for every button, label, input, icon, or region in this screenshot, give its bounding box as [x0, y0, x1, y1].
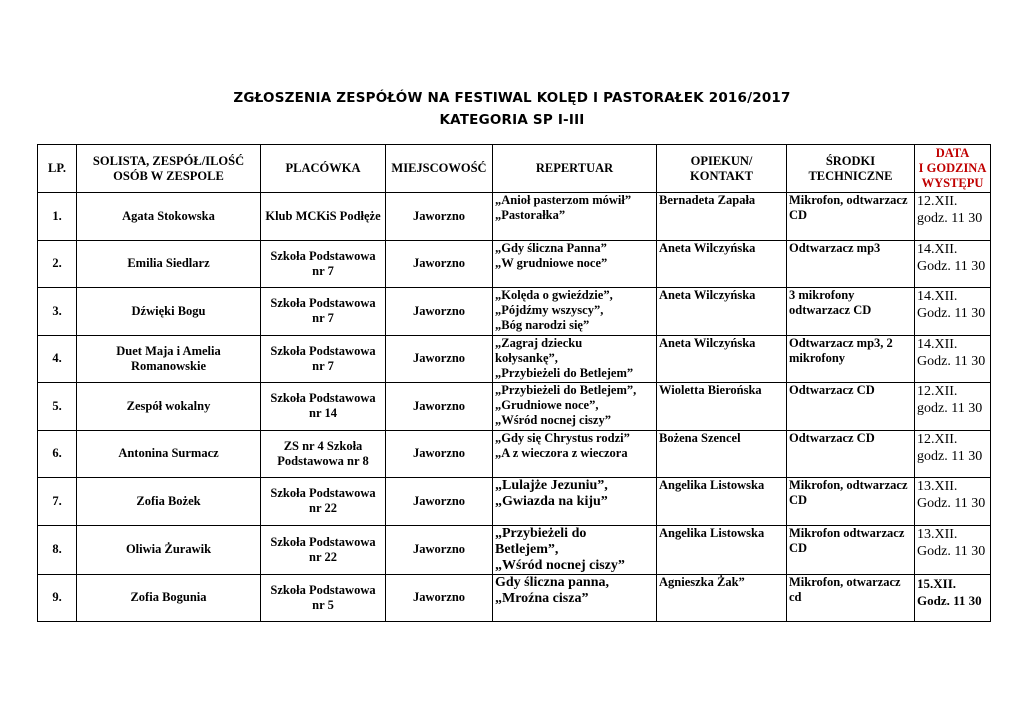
document-subtitle: KATEGORIA SP I-III [439, 112, 585, 128]
cell-miejscowosc: Jaworzno [386, 240, 493, 288]
cell-opiekun: Bożena Szencel [657, 430, 787, 478]
cell-miejscowosc: Jaworzno [386, 193, 493, 241]
cell-srodki: Odtwarzacz CD [787, 383, 915, 431]
cell-opiekun: Agnieszka Żak” [657, 574, 787, 622]
cell-opiekun: Bernadeta Zapała [657, 193, 787, 241]
cell-solista: Emilia Siedlarz [77, 240, 261, 288]
registrations-table [37, 144, 991, 622]
cell-repertuar: „Przybieżeli do Betlejem”, „Wśród nocnej ciszy” [493, 525, 657, 574]
cell-lp: 1. [38, 193, 77, 241]
cell-data: 12.XII. godz. 11 30 [915, 383, 991, 431]
cell-data: 15.XII. Godz. 11 30 [915, 574, 991, 622]
cell-lp: 4. [38, 335, 77, 383]
cell-placowka: Szkoła Podstawowa nr 7 [261, 288, 386, 336]
table-row [38, 430, 991, 478]
cell-lp: 5. [38, 383, 77, 431]
cell-miejscowosc: Jaworzno [386, 430, 493, 478]
cell-placowka: Klub MCKiS Podłęże [261, 193, 386, 241]
cell-repertuar: „Przybieżeli do Betlejem”, „Grudniowe noce”, „Wśród nocnej ciszy” [493, 383, 657, 431]
header-solista: SOLISTA, ZESPÓŁ/ILOŚĆ OSÓB W ZESPOLE [77, 145, 261, 193]
cell-placowka: Szkoła Podstawowa nr 5 [261, 574, 386, 622]
cell-miejscowosc: Jaworzno [386, 335, 493, 383]
header-placowka: PLACÓWKA [261, 145, 386, 193]
cell-placowka: Szkoła Podstawowa nr 22 [261, 478, 386, 526]
cell-srodki: Odtwarzacz mp3 [787, 240, 915, 288]
cell-miejscowosc: Jaworzno [386, 288, 493, 336]
table-row [38, 525, 991, 574]
cell-placowka: Szkoła Podstawowa nr 14 [261, 383, 386, 431]
cell-placowka: Szkoła Podstawowa nr 22 [261, 525, 386, 574]
cell-solista: Agata Stokowska [77, 193, 261, 241]
header-srodki: ŚRODKI TECHNICZNE [787, 145, 915, 193]
cell-repertuar: Gdy śliczna panna, „Mroźna cisza” [493, 574, 657, 622]
cell-data: 13.XII. Godz. 11 30 [915, 525, 991, 574]
cell-solista: Zofia Bogunia [77, 574, 261, 622]
cell-miejscowosc: Jaworzno [386, 478, 493, 526]
cell-data: 12.XII. godz. 11 30 [915, 430, 991, 478]
cell-solista: Duet Maja i Amelia Romanowskie [77, 335, 261, 383]
cell-repertuar: „Kolęda o gwieździe”, „Pójdźmy wszyscy”, „Bóg narodzi się” [493, 288, 657, 336]
cell-miejscowosc: Jaworzno [386, 383, 493, 431]
header-miejscowosc: MIEJSCOWOŚĆ [386, 145, 493, 193]
cell-opiekun: Aneta Wilczyńska [657, 240, 787, 288]
cell-opiekun: Aneta Wilczyńska [657, 288, 787, 336]
cell-srodki: Odtwarzacz CD [787, 430, 915, 478]
table-row [38, 478, 991, 526]
cell-srodki: Odtwarzacz mp3, 2 mikrofony [787, 335, 915, 383]
cell-solista: Dźwięki Bogu [77, 288, 261, 336]
cell-srodki: Mikrofon, odtwarzacz CD [787, 193, 915, 241]
table-row [38, 335, 991, 383]
cell-data: 13.XII. Godz. 11 30 [915, 478, 991, 526]
cell-placowka: ZS nr 4 Szkoła Podstawowa nr 8 [261, 430, 386, 478]
cell-lp: 2. [38, 240, 77, 288]
cell-miejscowosc: Jaworzno [386, 574, 493, 622]
cell-srodki: Mikrofon, otwarzacz cd [787, 574, 915, 622]
cell-lp: 9. [38, 574, 77, 622]
table-row [38, 193, 991, 241]
cell-data: 12.XII. godz. 11 30 [915, 193, 991, 241]
header-data: DATA I GODZINA WYSTĘPU [915, 145, 991, 193]
cell-placowka: Szkoła Podstawowa nr 7 [261, 335, 386, 383]
table-row [38, 383, 991, 431]
header-repertuar: REPERTUAR [493, 145, 657, 193]
cell-miejscowosc: Jaworzno [386, 525, 493, 574]
cell-repertuar: „Gdy śliczna Panna” „W grudniowe noce” [493, 240, 657, 288]
table-row [38, 240, 991, 288]
header-row [38, 145, 991, 193]
table-row [38, 288, 991, 336]
cell-solista: Oliwia Żurawik [77, 525, 261, 574]
cell-opiekun: Aneta Wilczyńska [657, 335, 787, 383]
cell-data: 14.XII. Godz. 11 30 [915, 335, 991, 383]
table-row [38, 574, 991, 622]
cell-srodki: Mikrofon, odtwarzacz CD [787, 478, 915, 526]
cell-opiekun: Angelika Listowska [657, 478, 787, 526]
cell-opiekun: Angelika Listowska [657, 525, 787, 574]
cell-opiekun: Wioletta Bierońska [657, 383, 787, 431]
cell-repertuar: „Gdy się Chrystus rodzi” „A z wieczora z wieczora [493, 430, 657, 478]
cell-repertuar: „Anioł pasterzom mówił” „Pastorałka” [493, 193, 657, 241]
cell-lp: 8. [38, 525, 77, 574]
header-lp: LP. [38, 145, 77, 193]
cell-repertuar: „Zagraj dziecku kołysankę”, „Przybieżeli do Betlejem” [493, 335, 657, 383]
cell-solista: Zespół wokalny [77, 383, 261, 431]
cell-solista: Zofia Bożek [77, 478, 261, 526]
cell-srodki: Mikrofon odtwarzacz CD [787, 525, 915, 574]
cell-lp: 6. [38, 430, 77, 478]
cell-placowka: Szkoła Podstawowa nr 7 [261, 240, 386, 288]
cell-lp: 3. [38, 288, 77, 336]
header-opiekun: OPIEKUN/ KONTAKT [657, 145, 787, 193]
cell-repertuar: „Lulajże Jezuniu”, „Gwiazda na kiju” [493, 478, 657, 526]
cell-srodki: 3 mikrofony odtwarzacz CD [787, 288, 915, 336]
document-title: ZGŁOSZENIA ZESPÓŁÓW NA FESTIWAL KOLĘD I PASTORAŁEK 2016/2017 [233, 90, 791, 106]
cell-data: 14.XII. Godz. 11 30 [915, 240, 991, 288]
cell-solista: Antonina Surmacz [77, 430, 261, 478]
cell-lp: 7. [38, 478, 77, 526]
cell-data: 14.XII. Godz. 11 30 [915, 288, 991, 336]
